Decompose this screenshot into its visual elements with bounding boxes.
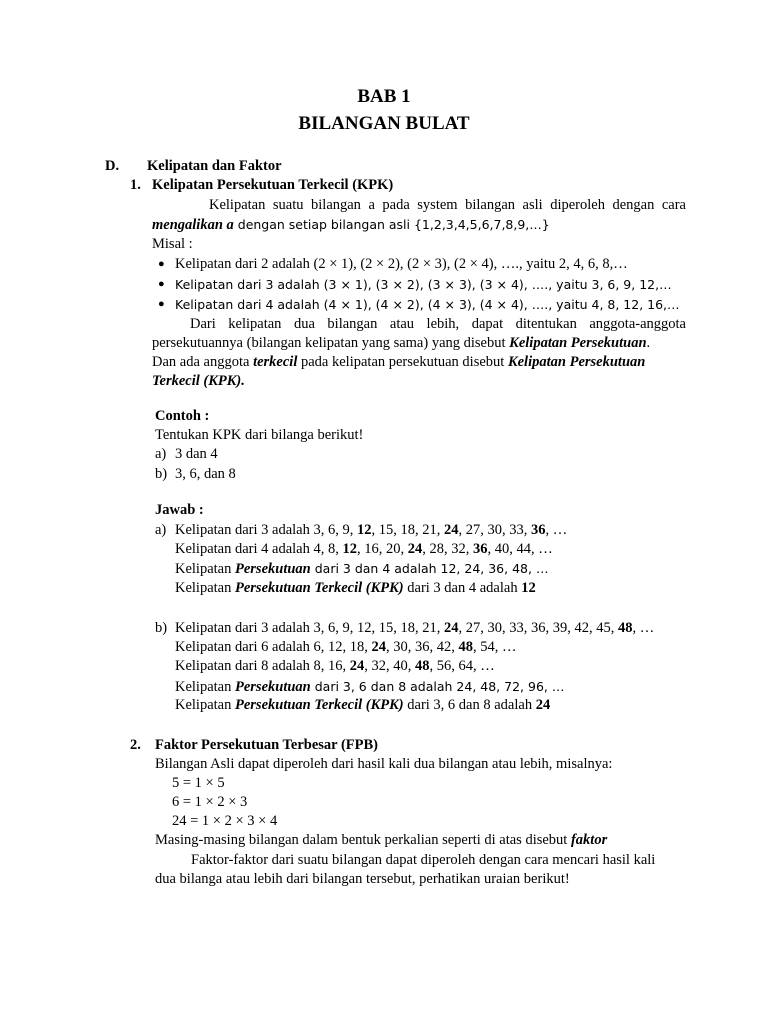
fpb-title: Faktor Persekutuan Terbesar (FPB) — [155, 737, 379, 753]
jawab-label: Jawab : — [155, 502, 204, 518]
contoh-a: 3 dan 4 — [175, 446, 218, 462]
contoh-question: Tentukan KPK dari bilanga berikut! — [155, 427, 364, 443]
chapter-number: BAB 1 — [357, 86, 411, 107]
bullet-icon: ● — [158, 258, 165, 270]
answer-a-line4: Kelipatan Persekutuan Terkecil (KPK) dari 3 dan 4 adalah 12 — [175, 580, 536, 596]
fpb-faktor-line: Masing-masing bilangan dalam bentuk perkalian seperti di atas disebut faktor — [155, 832, 608, 848]
answer-b-line2: Kelipatan dari 6 adalah 6, 12, 18, 24, 30, 36, 42, 48, 54, … — [175, 639, 517, 655]
bullet-icon: ● — [158, 278, 165, 290]
answer-a-line1: Kelipatan dari 3 adalah 3, 6, 9, 12, 15, 18, 21, 24, 27, 30, 33, 36, … — [175, 522, 568, 538]
contoh-label: Contoh : — [155, 408, 210, 424]
contoh-a-marker: a) — [155, 446, 167, 462]
answer-a-marker: a) — [155, 522, 167, 538]
fpb-equation-2: 6 = 1 × 2 × 3 — [172, 794, 248, 810]
kpk-title: Kelipatan Persekutuan Terkecil (KPK) — [152, 177, 394, 193]
para2-line3: Dan ada anggota terkecil pada kelipatan persekutuan disebut Kelipatan Persekutuan — [152, 354, 646, 370]
answer-b-line4: Kelipatan Persekutuan dari 3, 6 dan 8 adalah 24, 48, 72, 96, … — [175, 679, 565, 695]
answer-b-line3: Kelipatan dari 8 adalah 8, 16, 24, 32, 40, 48, 56, 64, … — [175, 658, 495, 674]
fpb-marker: 2. — [130, 737, 141, 753]
contoh-b: 3, 6, dan 8 — [175, 466, 236, 482]
answer-b-line5: Kelipatan Persekutuan Terkecil (KPK) dari 3, 6 dan 8 adalah 24 — [175, 697, 551, 713]
answer-a-line2: Kelipatan dari 4 adalah 4, 8, 12, 16, 20, 24, 28, 32, 36, 40, 44, … — [175, 541, 553, 557]
answer-a-line3: Kelipatan Persekutuan dari 3 dan 4 adalah 12, 24, 36, 48, … — [175, 561, 549, 577]
fpb-para-line2: dua bilanga atau lebih dari bilangan tersebut, perhatikan uraian berikut! — [155, 871, 570, 887]
para2-line1: Dari kelipatan dua bilangan atau lebih, dapat ditentukan anggota-anggota — [190, 316, 686, 332]
bullet-icon: ● — [158, 298, 165, 310]
bullet-item-2: Kelipatan dari 3 adalah (3 × 1), (3 × 2), (3 × 3), (3 × 4), …., yaitu 3, 6, 9, 12,… — [175, 277, 672, 292]
bullet-item-3: Kelipatan dari 4 adalah (4 × 1), (4 × 2), (4 × 3), (4 × 4), …., yaitu 4, 8, 12, 16,… — [175, 297, 680, 312]
section-d-marker: D. — [105, 158, 120, 174]
answer-b-marker: b) — [155, 620, 168, 636]
kpk-intro-line2: mengalikan a dengan setiap bilangan asli {1,2,3,4,5,6,7,8,9,…} — [152, 217, 550, 233]
kpk-marker: 1. — [130, 177, 141, 193]
bullet-item-1: Kelipatan dari 2 adalah (2 × 1), (2 × 2), (2 × 3), (2 × 4), …., yaitu 2, 4, 6, 8,… — [175, 256, 628, 272]
contoh-b-marker: b) — [155, 466, 168, 482]
fpb-para-line1: Faktor-faktor dari suatu bilangan dapat diperoleh dengan cara mencari hasil kali — [191, 852, 656, 868]
kpk-intro-line1: Kelipatan suatu bilangan a pada system bilangan asli diperoleh dengan cara — [209, 197, 686, 213]
section-d-title: Kelipatan dan Faktor — [147, 158, 282, 174]
misal-label: Misal : — [152, 236, 193, 252]
para2-line4: Terkecil (KPK). — [152, 373, 245, 389]
para2-line2: persekutuannya (bilangan kelipatan yang sama) yang disebut Kelipatan Persekutuan. — [152, 335, 651, 351]
fpb-equation-1: 5 = 1 × 5 — [172, 775, 225, 791]
fpb-intro: Bilangan Asli dapat diperoleh dari hasil kali dua bilangan atau lebih, misalnya: — [155, 756, 613, 772]
answer-b-line1: Kelipatan dari 3 adalah 3, 6, 9, 12, 15, 18, 21, 24, 27, 30, 33, 36, 39, 42, 45, 48, … — [175, 620, 655, 636]
chapter-title: BILANGAN BULAT — [298, 113, 470, 134]
fpb-equation-3: 24 = 1 × 2 × 3 × 4 — [172, 813, 278, 829]
